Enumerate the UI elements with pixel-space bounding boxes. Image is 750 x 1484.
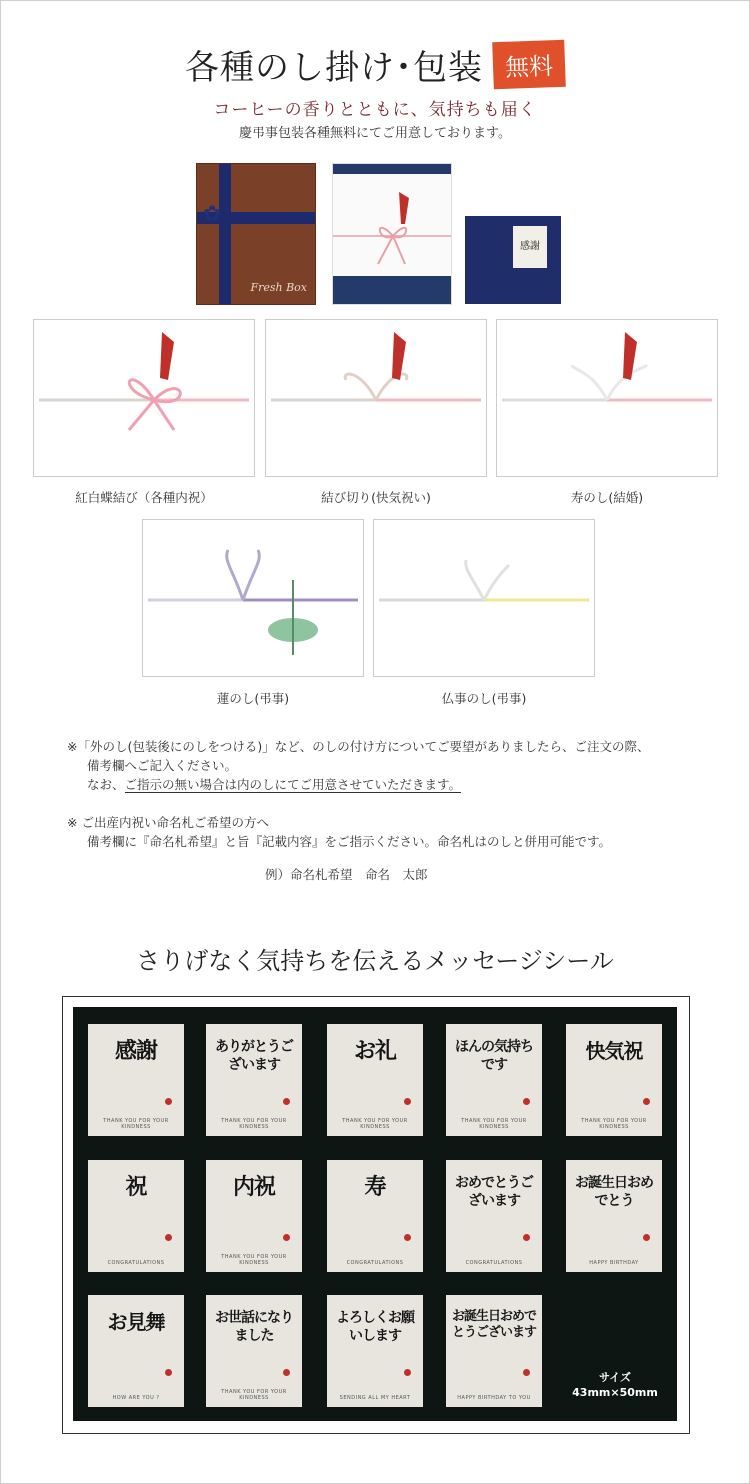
seal-stamp-icon: [523, 1098, 530, 1105]
seal-text: お誕生日おめでとうございます: [451, 1309, 536, 1340]
note-1-line3-underline: ご指示の無い場合は内のしにてご用意させていただきます。: [124, 777, 462, 792]
seal-eng-text: HOW ARE YOU ?: [112, 1395, 160, 1401]
seal-stamp-icon: [404, 1234, 411, 1241]
seal-text: ほんの気持ちです: [455, 1039, 533, 1073]
caption-kotobuki: 寿のし(結婚): [570, 490, 644, 505]
seal-size-info: [560, 1370, 670, 1400]
subtext: 慶弔事包装各種無料にてご用意しております。: [239, 126, 511, 141]
seal-omimai: [88, 1295, 184, 1407]
seal-honnokimochi: [446, 1024, 542, 1136]
seal-kotobuki: [327, 1160, 423, 1272]
seal-text: お誕生日おめでとう: [575, 1175, 653, 1209]
caption-kohaku: 紅白蝶結び（各種内祝）: [75, 490, 213, 505]
subtitle: コーヒーの香りとともに、気持ちも届く: [213, 100, 537, 120]
seal-eng-text: THANK YOU FOR YOUR KINDNESS: [221, 1254, 287, 1266]
box-band-bottom: [333, 276, 451, 304]
seal-orei: [327, 1024, 423, 1136]
seal-text: ありがとうございます: [215, 1039, 293, 1073]
message-tag: 感謝: [513, 226, 547, 268]
seal-kansha: [88, 1024, 184, 1136]
seal-osewa: [206, 1295, 302, 1407]
seal-text: お礼: [353, 1038, 396, 1064]
noshi-kotobuki-image: [496, 319, 718, 477]
seal-stamp-icon: [165, 1234, 172, 1241]
caption-hasu: 蓮のし(弔事): [216, 691, 290, 706]
seal-stamp-icon: [523, 1234, 530, 1241]
noshi-butsuji-image: [373, 519, 595, 677]
seal-eng-text: HAPPY BIRTHDAY TO YOU: [457, 1395, 531, 1401]
title-text: 各種のし掛け･包装: [185, 48, 483, 88]
seal-text: 祝: [125, 1174, 147, 1200]
seal-otanjoubi-gozaimasu: [446, 1295, 542, 1407]
seal-eng-text: THANK YOU FOR YOUR KINDNESS: [581, 1118, 647, 1130]
free-badge: 無料: [492, 40, 566, 89]
note-2-example: 例）命名札希望 命名 太郎: [265, 867, 428, 882]
noshi-kohaku-chomusubi-image: [33, 319, 255, 477]
seal-arigatou: [206, 1024, 302, 1136]
ribbon-vertical: [219, 164, 231, 304]
noshi-kohaku-illustration: [34, 320, 254, 476]
seal-eng-text: HAPPY BIRTHDAY: [589, 1260, 639, 1266]
note-1-line2: 備考欄へご記入ください。: [87, 758, 238, 773]
seal-text: 感謝: [114, 1038, 157, 1064]
seal-stamp-icon: [165, 1098, 172, 1105]
seal-eng-text: CONGRATULATIONS: [465, 1260, 523, 1266]
seal-yoroshiku: [327, 1295, 423, 1407]
seal-eng-text: CONGRATULATIONS: [107, 1260, 165, 1266]
caption-butsuji: 仏事のし(弔事): [441, 691, 527, 706]
seal-text: よろしくお願いします: [336, 1310, 414, 1344]
seal-otanjoubi: [566, 1160, 662, 1272]
caption-musubikiri: 結び切り(快気祝い): [321, 490, 431, 505]
note-2-line2: 備考欄に『命名札希望』と旨『記載内容』をご指示ください。命名札はのしと併用可能です。: [87, 834, 612, 849]
seal-text: 快気祝: [585, 1039, 643, 1063]
seal-iwai: [88, 1160, 184, 1272]
seal-stamp-icon: [283, 1234, 290, 1241]
kraft-brand-text: Fresh Box: [250, 281, 307, 294]
note-2: [67, 813, 611, 851]
note-1: [67, 737, 649, 794]
seal-text: おめでとうございます: [455, 1175, 533, 1209]
noshi-musubikiri-illustration: [266, 320, 486, 476]
seal-stamp-icon: [643, 1234, 650, 1241]
seal-text: お見舞: [107, 1310, 165, 1334]
seal-stamp-icon: [404, 1369, 411, 1376]
noshi-hasu-image: [142, 519, 364, 677]
seal-text: 内祝: [232, 1174, 275, 1200]
section-title-message-seal: さりげなく気持ちを伝えるメッセージシール: [136, 947, 614, 975]
seal-eng-text: THANK YOU FOR YOUR KINDNESS: [461, 1118, 527, 1130]
page-title: [0, 40, 750, 89]
note-1-line1: ※「外のし(包装後にのしをつける)」など、のしの付け方についてご要望がありましたら、ご注文の際、: [67, 739, 650, 754]
seal-kaikiiwai: [566, 1024, 662, 1136]
seal-stamp-icon: [643, 1098, 650, 1105]
box-band-top: [333, 164, 451, 174]
seal-stamp-icon: [283, 1369, 290, 1376]
noshi-kotobuki-illustration: [497, 320, 717, 476]
seal-stamp-icon: [404, 1098, 411, 1105]
seal-stamp-icon: [283, 1098, 290, 1105]
seal-text: 寿: [364, 1174, 386, 1200]
note-2-line1: ※ ご出産内祝い命名札ご希望の方へ: [67, 815, 269, 830]
size-label: サイズ: [598, 1371, 632, 1384]
noshi-butsuji-illustration: [374, 520, 594, 676]
seal-eng-text: THANK YOU FOR YOUR KINDNESS: [103, 1118, 169, 1130]
seal-eng-text: THANK YOU FOR YOUR KINDNESS: [342, 1118, 408, 1130]
seal-omedetou: [446, 1160, 542, 1272]
ribbon-bow-icon: ✿: [203, 202, 222, 227]
note-1-line3-prefix: なお、: [87, 777, 125, 792]
noshi-hasu-illustration: [143, 520, 363, 676]
seal-text: お世話になりました: [215, 1310, 293, 1344]
seal-stamp-icon: [165, 1369, 172, 1376]
seal-eng-text: THANK YOU FOR YOUR KINDNESS: [221, 1118, 287, 1130]
kraft-gift-box-image: [196, 163, 316, 305]
noshi-wrapped-box-image: [332, 163, 452, 305]
seal-eng-text: SENDING ALL MY HEART: [339, 1395, 411, 1401]
seal-stamp-icon: [523, 1369, 530, 1376]
noshi-musubikiri-image: [265, 319, 487, 477]
navy-gift-box-image: [465, 216, 561, 304]
seal-eng-text: THANK YOU FOR YOUR KINDNESS: [221, 1389, 287, 1401]
seal-uchiiwai: [206, 1160, 302, 1272]
seal-eng-text: CONGRATULATIONS: [346, 1260, 404, 1266]
size-value: 43mm×50mm: [572, 1386, 658, 1399]
